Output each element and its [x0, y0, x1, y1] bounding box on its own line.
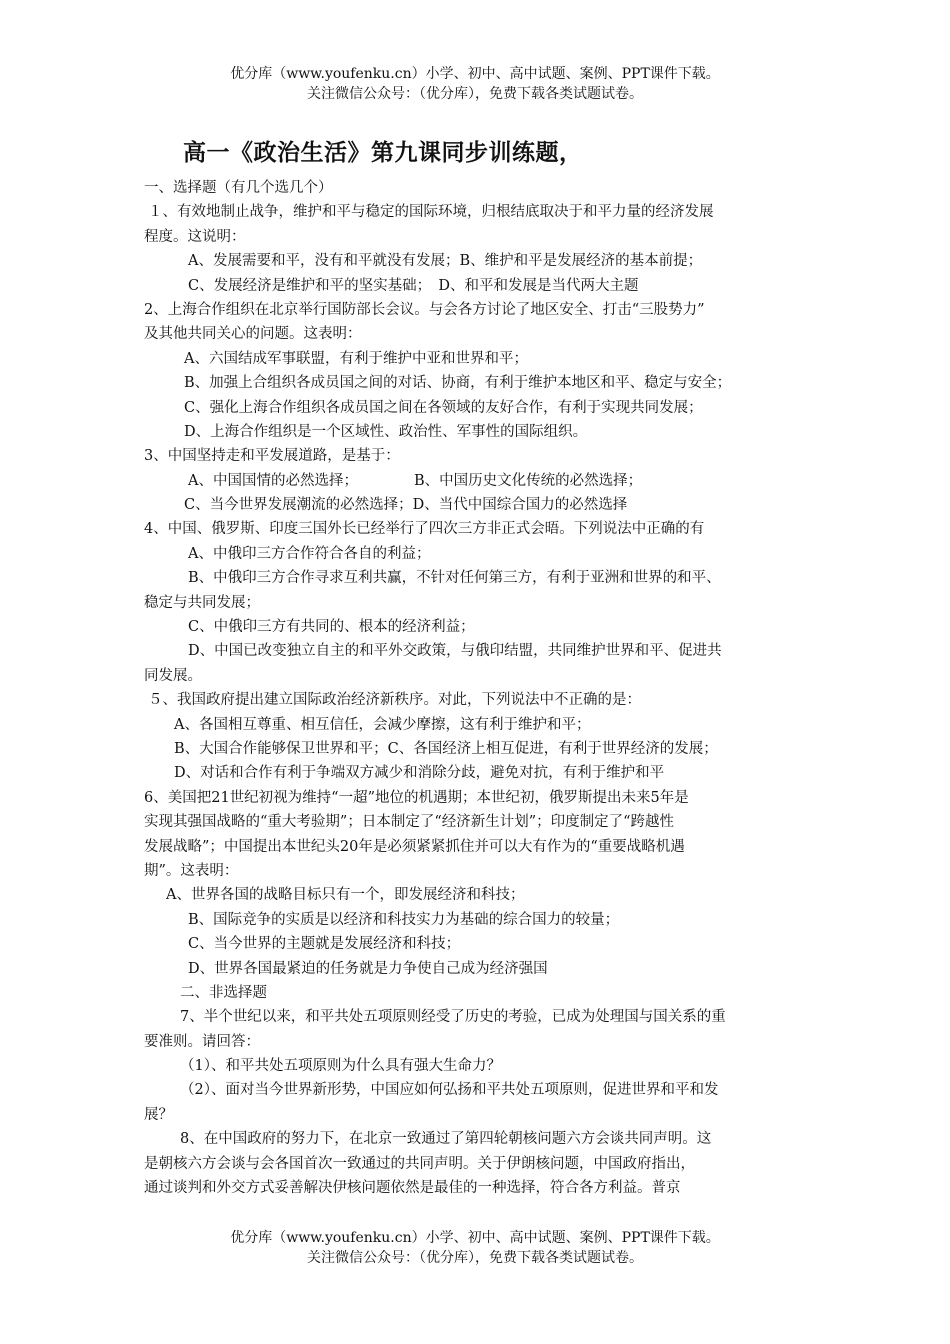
option-line [144, 493, 808, 517]
text-line: 稳定与共同发展； [144, 594, 260, 611]
option-line-cont [144, 591, 808, 615]
text-line: （1）、和平共处五项原则为什么具有强大生命力？ [180, 1058, 501, 1075]
header-line-1: 优分库（www.youfenku.cn）小学、初中、高中试题、案例、PPT课件下载。 [230, 66, 720, 82]
text-line: B、大国合作能够保卫世界和平；C、各国经济上相互促进，有利于世界经济的发展； [174, 740, 718, 757]
question-2-cont [144, 322, 808, 346]
option-line [144, 908, 808, 932]
section-heading-choice [144, 176, 808, 200]
text-line: C、当今世界发展潮流的必然选择；D、当代中国综合国力的必然选择 [184, 497, 628, 514]
option-line [144, 737, 808, 761]
option-line [144, 249, 808, 273]
question-7-cont [144, 1030, 808, 1054]
text-line: 8、在中国政府的努力下，在北京一致通过了第四轮朝核问题六方会谈共同声明。这 [180, 1131, 712, 1148]
text-line: B、中俄印三方合作寻求互利共赢，不针对任何第三方，有利于亚洲和世界的和平、 [188, 570, 721, 587]
option-line [144, 566, 808, 590]
question-6-cont [144, 835, 808, 859]
text-line: C、强化上海合作组织各成员国之间在各领域的友好合作，有利于实现共同发展； [184, 399, 703, 416]
question-8-cont [144, 1176, 808, 1200]
question-1-cont [144, 225, 808, 249]
text-line: 同发展。 [144, 667, 202, 684]
option-line [144, 396, 808, 420]
text-line: 要准则。请回答： [144, 1033, 260, 1050]
text-line: D、上海合作组织是一个区域性、政治性、军事性的国际组织。 [184, 423, 588, 440]
option-line [144, 469, 808, 493]
text-line: 是朝核六方会谈与会各国首次一致通过的共同声明。关于伊朗核问题，中国政府指出， [144, 1155, 695, 1172]
question-6-cont [144, 810, 808, 834]
text-line: 2、上海合作组织在北京举行国防部长会议。与会各方讨论了地区安全、打击“三股势力” [144, 301, 705, 318]
option-line [144, 542, 808, 566]
text-line: （2）、面对当今世界新形势，中国应如何弘扬和平共处五项原则，促进世界和平和发 [180, 1082, 719, 1099]
option-line [144, 639, 808, 663]
text-line: 通过谈判和外交方式妥善解决伊核问题依然是最佳的一种选择，符合各方利益。普京 [144, 1180, 681, 1197]
text-line: C、发展经济是维护和平的坚实基础； D、和平和发展是当代两大主题 [188, 277, 639, 294]
option-line-cont [144, 664, 808, 688]
option-line [144, 932, 808, 956]
text-line: D、中国已改变独立自主的和平外交政策，与俄印结盟，共同维护世界和平、促进共 [188, 643, 722, 660]
option-line [144, 761, 808, 785]
text-line: D、对话和合作有利于争端双方减少和消除分歧，避免对抗，有利于维护和平 [174, 765, 665, 782]
text-line: A、发展需要和平，没有和平就没有发展；B、维护和平是发展经济的基本前提； [188, 253, 703, 270]
section-heading-nonchoice [144, 981, 808, 1005]
option-line [144, 713, 808, 737]
footer-line-2: 关注微信公众号：（优分库），免费下载各类试题试卷。 [307, 1250, 643, 1266]
text-line: 二、非选择题 [180, 984, 267, 1001]
question-1 [144, 200, 808, 224]
text-line: C、中俄印三方有共同的、根本的经济利益； [188, 619, 475, 636]
text-line: A、中俄印三方合作符合各自的利益； [188, 545, 431, 562]
option-line [144, 615, 808, 639]
option-line [144, 883, 808, 907]
text-line: C、当今世界的主题就是发展经济和科技； [188, 936, 461, 953]
text-line: A、中国国情的必然选择； [188, 472, 358, 489]
document-title: 高一《政治生活》第九课同步训练题， [183, 140, 583, 166]
question-8-cont [144, 1152, 808, 1176]
option-line [144, 274, 808, 298]
text-line: 及其他共同关心的问题。这表明： [144, 326, 362, 343]
question-5 [144, 688, 808, 712]
option-line [144, 957, 808, 981]
text-line: ５、我国政府提出建立国际政治经济新秩序。对此，下列说法中不正确的是： [148, 692, 641, 709]
option-line [144, 371, 808, 395]
text-line: 程度。这说明： [144, 228, 246, 245]
question-6-cont [144, 859, 808, 883]
text-line: １、有效地制止战争，维护和平与稳定的国际环境，归根结底取决于和平力量的经济发展 [148, 204, 714, 221]
question-6 [144, 786, 808, 810]
text-line: 4、中国、俄罗斯、印度三国外长已经举行了四次三方非正式会晤。下列说法中正确的有 [144, 521, 705, 538]
text-line: 7、半个世纪以来，和平共处五项原则经受了历史的考验，已成为处理国与国关系的重 [180, 1009, 726, 1026]
question-7 [144, 1005, 808, 1029]
text-line: B、加强上合组织各成员国之间的对话、协商，有利于维护本地区和平、稳定与安全； [184, 375, 732, 392]
page-footer [0, 1228, 950, 1268]
document-body [144, 176, 808, 1200]
footer-line-1: 优分库（www.youfenku.cn）小学、初中、高中试题、案例、PPT课件下载。 [230, 1230, 720, 1246]
text-line: 展？ [144, 1106, 173, 1123]
option-line [144, 420, 808, 444]
question-4 [144, 517, 808, 541]
text-line: 实现其强国战略的“重大考验期”；日本制定了“经济新生计划”；印度制定了“跨越性 [144, 814, 675, 831]
question-2 [144, 298, 808, 322]
text-line: D、世界各国最紧迫的任务就是力争使自己成为经济强国 [188, 960, 548, 977]
text-line: B、中国历史文化传统的必然选择； [413, 472, 643, 489]
text-line: 一、选择题（有几个选几个） [144, 180, 333, 196]
page-header [0, 64, 950, 104]
text-line: A、各国相互尊重、相互信任，会减少摩擦，这有利于维护和平； [174, 716, 591, 733]
sub-question [144, 1054, 808, 1078]
question-8 [144, 1127, 808, 1151]
text-line: 6、美国把21世纪初视为维持“一超”地位的机遇期；本世纪初，俄罗斯提出未来5年是 [144, 789, 689, 806]
option-line [144, 347, 808, 371]
header-line-2: 关注微信公众号：（优分库），免费下载各类试题试卷。 [307, 86, 643, 102]
text-line: 期”。这表明： [144, 862, 239, 879]
sub-question-cont [144, 1103, 808, 1127]
text-line: 3、中国坚持走和平发展道路，是基于： [144, 448, 400, 465]
question-3 [144, 444, 808, 468]
sub-question [144, 1078, 808, 1102]
text-line: A、世界各国的战略目标只有一个，即发展经济和科技； [166, 887, 525, 904]
text-line: 发展战略”；中国提出本世纪头20年是必须紧紧抓住并可以大有作为的“重要战略机遇 [144, 838, 685, 855]
text-line: A、六国结成军事联盟，有利于维护中亚和世界和平； [184, 350, 528, 367]
text-line: B、国际竞争的实质是以经济和科技实力为基础的综合国力的较量； [188, 911, 620, 928]
